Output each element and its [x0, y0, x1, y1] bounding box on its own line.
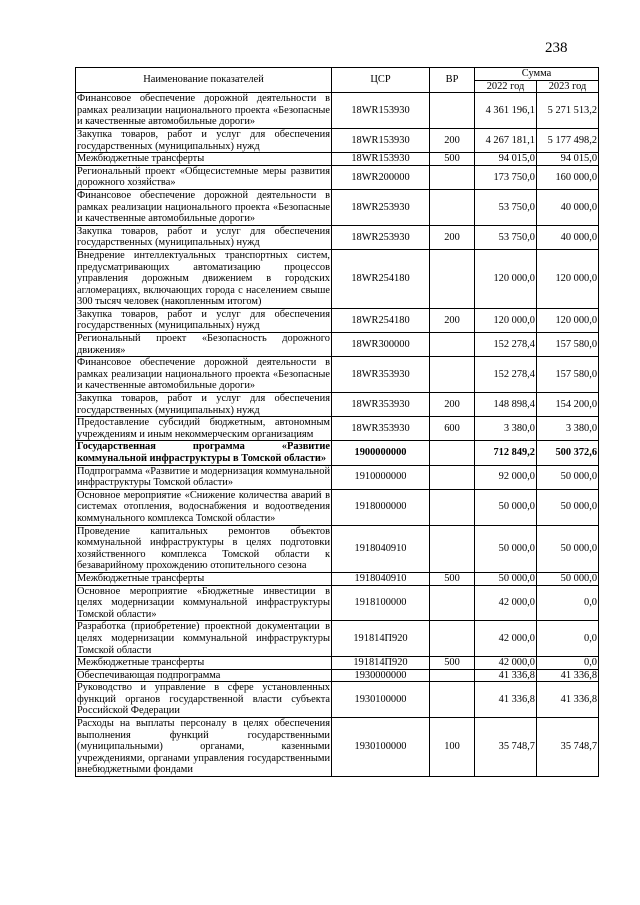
- row-vr: [430, 189, 475, 225]
- row-csr: 1918000000: [332, 489, 430, 525]
- table-row: [76, 417, 599, 441]
- row-csr: 191814П920: [332, 621, 430, 657]
- table-row: [76, 393, 599, 417]
- header-csr: ЦСР: [332, 68, 430, 93]
- row-name: Региональный проект «Безопасность дорожного движения»: [77, 333, 330, 356]
- row-vr: 500: [430, 657, 475, 670]
- row-sum-2023: 3 380,0: [537, 417, 599, 441]
- row-vr: [430, 333, 475, 357]
- header-name: Наименование показателей: [76, 68, 332, 93]
- row-sum-2023: 40 000,0: [537, 189, 599, 225]
- row-name: Финансовое обеспечение дорожной деятельности в рамках реализации национального проекта «Безопасные и качественные автомобильные дороги»: [77, 357, 330, 392]
- table-row: [76, 189, 599, 225]
- row-sum-2022: 50 000,0: [475, 572, 537, 585]
- row-sum-2023: 50 000,0: [537, 525, 599, 572]
- row-csr: 18WR353930: [332, 357, 430, 393]
- row-vr: [430, 465, 475, 489]
- row-sum-2023: 0,0: [537, 657, 599, 670]
- row-vr: [430, 93, 475, 129]
- table-row: [76, 585, 599, 621]
- table-row: [76, 669, 599, 682]
- row-sum-2023: 157 580,0: [537, 333, 599, 357]
- row-sum-2022: 92 000,0: [475, 465, 537, 489]
- row-sum-2022: 4 267 181,1: [475, 128, 537, 152]
- row-sum-2023: 5 271 513,2: [537, 93, 599, 129]
- row-vr: [430, 682, 475, 718]
- row-csr: 18WR253930: [332, 189, 430, 225]
- row-vr: 200: [430, 393, 475, 417]
- row-sum-2022: 53 750,0: [475, 189, 537, 225]
- row-csr: 1918040910: [332, 572, 430, 585]
- row-name: Внедрение интеллектуальных транспортных систем, предусматривающих автоматизацию процессов управления дорожным движением в городских агломерациях, включающих города с населением свыше 300 тысяч человек (накопленным итогом): [77, 249, 330, 308]
- table-row: [76, 525, 599, 572]
- row-sum-2022: 4 361 196,1: [475, 93, 537, 129]
- row-vr: [430, 441, 475, 465]
- page-number: 238: [545, 40, 568, 56]
- row-csr: 1910000000: [332, 465, 430, 489]
- row-csr: 18WR254180: [332, 308, 430, 332]
- row-name: Основное мероприятие «Бюджетные инвестиции в целях модернизации коммунальной инфраструктуры Томской области»: [77, 585, 330, 620]
- row-csr: 18WR153930: [332, 153, 430, 166]
- row-sum-2023: 40 000,0: [537, 225, 599, 249]
- header-sum: Сумма: [475, 68, 599, 81]
- table-row: [76, 572, 599, 585]
- header-vr: ВР: [430, 68, 475, 93]
- row-vr: 200: [430, 308, 475, 332]
- row-sum-2022: 42 000,0: [475, 657, 537, 670]
- row-csr: 18WR353930: [332, 417, 430, 441]
- row-name: Финансовое обеспечение дорожной деятельности в рамках реализации национального проекта «Безопасные и качественные автомобильные дороги»: [77, 93, 330, 128]
- row-vr: [430, 249, 475, 308]
- row-sum-2022: 35 748,7: [475, 718, 537, 777]
- row-sum-2022: 152 278,4: [475, 333, 537, 357]
- row-sum-2022: 42 000,0: [475, 585, 537, 621]
- row-sum-2023: 120 000,0: [537, 249, 599, 308]
- row-name: Закупка товаров, работ и услуг для обеспечения государственных (муниципальных) нужд: [77, 308, 330, 332]
- table-row: [76, 682, 599, 718]
- row-name: Расходы на выплаты персоналу в целях обеспечения выполнения функций государственными (муниципальными) органами, казенными учреждениями, органами управления государственными внебюджетными фондами: [77, 718, 330, 776]
- row-name: Обеспечивающая подпрограмма: [76, 669, 332, 682]
- row-sum-2022: 3 380,0: [475, 417, 537, 441]
- row-sum-2023: 157 580,0: [537, 357, 599, 393]
- row-vr: [430, 525, 475, 572]
- row-sum-2022: 41 336,8: [475, 682, 537, 718]
- row-name: Региональный проект «Общесистемные меры развития дорожного хозяйства»: [77, 165, 330, 189]
- row-sum-2022: 41 336,8: [475, 669, 537, 682]
- row-sum-2022: 173 750,0: [475, 165, 537, 189]
- header-year-2023: 2023 год: [537, 80, 599, 93]
- row-name: Межбюджетные трансферты: [76, 572, 332, 585]
- table-row: [76, 308, 599, 332]
- row-name: Подпрограмма «Развитие и модернизация коммунальной инфраструктуры Томской области»: [77, 465, 330, 489]
- row-csr: 18WR153930: [332, 128, 430, 152]
- table-row: [76, 333, 599, 357]
- row-sum-2022: 94 015,0: [475, 153, 537, 166]
- table-row: [76, 489, 599, 525]
- header-year-2022: 2022 год: [475, 80, 537, 93]
- row-vr: 500: [430, 572, 475, 585]
- row-name: Проведение капитальных ремонтов объектов коммунальной инфраструктуры в целях подготовки хозяйственного комплекса Томской области к безаварийному прохождению отопительного сезона: [77, 525, 330, 572]
- row-csr: 18WR200000: [332, 165, 430, 189]
- row-sum-2023: 500 372,6: [537, 441, 599, 465]
- row-sum-2023: 41 336,8: [537, 682, 599, 718]
- row-sum-2023: 160 000,0: [537, 165, 599, 189]
- table-row: [76, 718, 599, 777]
- row-csr: 191814П920: [332, 657, 430, 670]
- table-row: [76, 93, 599, 129]
- row-csr: 1918100000: [332, 585, 430, 621]
- row-sum-2022: 120 000,0: [475, 249, 537, 308]
- row-name: Межбюджетные трансферты: [76, 657, 332, 670]
- table-row: [76, 249, 599, 308]
- row-vr: [430, 621, 475, 657]
- budget-table: [75, 67, 599, 777]
- row-sum-2022: 120 000,0: [475, 308, 537, 332]
- row-name: Основное мероприятие «Снижение количества аварий в системах отопления, водоснабжения и водоотведения коммунального комплекса Томской области»: [77, 489, 330, 524]
- row-vr: [430, 585, 475, 621]
- row-sum-2022: 53 750,0: [475, 225, 537, 249]
- row-sum-2023: 50 000,0: [537, 489, 599, 525]
- row-csr: 1930100000: [332, 682, 430, 718]
- table-body: [76, 93, 599, 777]
- row-vr: [430, 489, 475, 525]
- row-csr: 1930100000: [332, 718, 430, 777]
- table-row: [76, 621, 599, 657]
- row-name: Руководство и управление в сфере установленных функций органов государственной власти субъекта Российской Федерации: [77, 682, 330, 717]
- row-name: Межбюджетные трансферты: [76, 153, 332, 166]
- row-csr: 18WR253930: [332, 225, 430, 249]
- row-csr: 18WR153930: [332, 93, 430, 129]
- table-row: [76, 441, 599, 465]
- table-row: [76, 357, 599, 393]
- row-name: Предоставление субсидий бюджетным, автономным учреждениям и иным некоммерческим организациям: [77, 417, 330, 440]
- table-row: [76, 153, 599, 166]
- row-sum-2023: 50 000,0: [537, 572, 599, 585]
- table-row: [76, 225, 599, 249]
- row-name: Закупка товаров, работ и услуг для обеспечения государственных (муниципальных) нужд: [77, 128, 330, 152]
- row-vr: 500: [430, 153, 475, 166]
- table-row: [76, 657, 599, 670]
- row-sum-2022: 50 000,0: [475, 489, 537, 525]
- row-sum-2023: 50 000,0: [537, 465, 599, 489]
- row-vr: 200: [430, 128, 475, 152]
- row-sum-2023: 41 336,8: [537, 669, 599, 682]
- row-sum-2022: 50 000,0: [475, 525, 537, 572]
- row-sum-2023: 0,0: [537, 585, 599, 621]
- table-row: [76, 465, 599, 489]
- row-csr: 18WR300000: [332, 333, 430, 357]
- row-vr: [430, 165, 475, 189]
- row-vr: 100: [430, 718, 475, 777]
- row-vr: [430, 357, 475, 393]
- row-csr: 1918040910: [332, 525, 430, 572]
- row-sum-2023: 94 015,0: [537, 153, 599, 166]
- row-vr: 200: [430, 225, 475, 249]
- row-sum-2022: 42 000,0: [475, 621, 537, 657]
- row-vr: 600: [430, 417, 475, 441]
- row-sum-2023: 0,0: [537, 621, 599, 657]
- row-csr: 1930000000: [332, 669, 430, 682]
- row-sum-2023: 5 177 498,2: [537, 128, 599, 152]
- row-name: Финансовое обеспечение дорожной деятельности в рамках реализации национального проекта «Безопасные и качественные автомобильные дороги»: [77, 189, 330, 225]
- row-vr: [430, 669, 475, 682]
- table-row: [76, 128, 599, 152]
- row-csr: 18WR254180: [332, 249, 430, 308]
- row-sum-2023: 120 000,0: [537, 308, 599, 332]
- row-csr: 18WR353930: [332, 393, 430, 417]
- row-csr: 1900000000: [332, 441, 430, 465]
- row-name: Разработка (приобретение) проектной документации в целях модернизации коммунальной инфраструктуры Томской области: [77, 621, 330, 656]
- row-name: Государственная программа «Развитие коммунальной инфраструктуры в Томской области»: [77, 441, 330, 464]
- row-sum-2022: 148 898,4: [475, 393, 537, 417]
- row-sum-2023: 154 200,0: [537, 393, 599, 417]
- row-sum-2023: 35 748,7: [537, 718, 599, 777]
- table-row: [76, 165, 599, 189]
- row-sum-2022: 152 278,4: [475, 357, 537, 393]
- row-name: Закупка товаров, работ и услуг для обеспечения государственных (муниципальных) нужд: [77, 393, 330, 416]
- row-sum-2022: 712 849,2: [475, 441, 537, 465]
- row-name: Закупка товаров, работ и услуг для обеспечения государственных (муниципальных) нужд: [77, 225, 330, 249]
